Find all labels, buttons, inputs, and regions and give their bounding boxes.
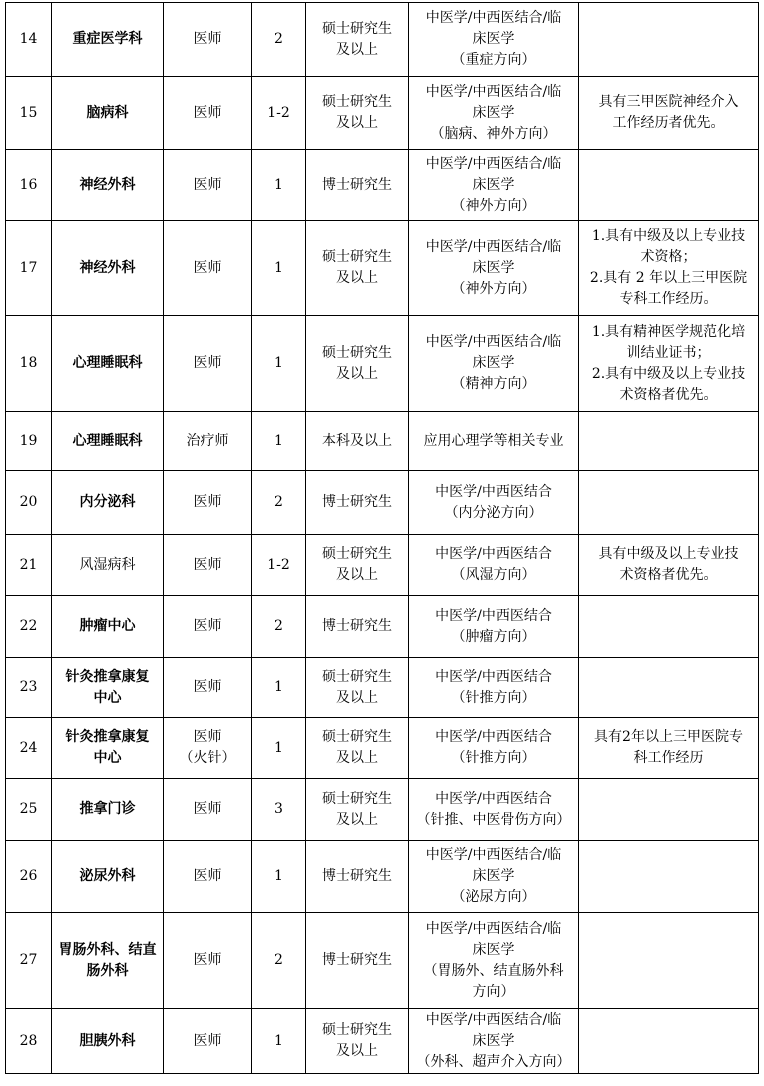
department-cell-line: 神经外科 [79,176,136,193]
position-cell [164,841,252,913]
row-number: 17 [6,221,52,316]
major-cell-line: 床医学 [472,868,515,884]
major-cell-line: （针推、中医骨伤方向） [416,811,571,828]
degree-cell-line: 本科及以上 [322,432,392,449]
table-row [6,718,759,779]
position-cell-line: 治疗师 [186,432,229,449]
requirements-cell-line: 1.具有精神医学规范化培 [591,323,746,340]
table-row [6,412,759,471]
major-cell [409,3,579,77]
requirements-cell [579,316,759,412]
major-cell-line: （重症方向） [451,52,536,68]
major-cell-line: 中医学/中西医结合/临 [425,334,562,350]
department-cell-line: 中心 [93,689,122,706]
major-cell-line: （肿瘤方向） [451,628,536,645]
department-cell-line: 泌尿外科 [79,868,136,884]
table-row [6,77,759,150]
position-cell [164,471,252,535]
position-cell-line: 医师 [193,618,222,634]
degree-cell [306,3,409,77]
department-cell-line: 肿瘤中心 [79,618,136,634]
headcount-cell: 1-2 [252,535,306,596]
position-cell-line: 医师 [193,259,222,276]
degree-cell [306,779,409,841]
position-cell [164,221,252,316]
degree-cell-line: 硕士研究生 [322,729,392,745]
degree-cell [306,913,409,1009]
position-cell [164,150,252,221]
headcount-cell: 2 [252,3,306,77]
department-cell [52,3,164,77]
major-cell-line: 中医学/中西医结合 [435,546,552,562]
degree-cell-line: 硕士研究生 [322,249,392,265]
department-cell-line: 心理睡眠科 [72,432,143,449]
position-cell-line: 医师 [193,1032,222,1049]
degree-cell-line: 硕士研究生 [322,344,392,361]
department-cell-line: 胃肠外科、结直 [58,941,157,958]
major-cell [409,841,579,913]
major-cell-line: 中医学/中西医结合 [435,790,552,807]
row-number: 22 [6,596,52,658]
row-number: 27 [6,913,52,1009]
headcount-cell: 1 [252,150,306,221]
major-cell-line: 中医学/中西医结合 [435,729,552,745]
requirements-cell [579,150,759,221]
major-cell [409,1009,579,1074]
department-cell [52,221,164,316]
department-cell [52,77,164,150]
major-cell-line: （泌尿方向） [451,889,536,905]
requirements-cell-line: 训结业证书； [626,344,711,361]
requirements-cell [579,841,759,913]
table-row [6,841,759,913]
major-cell-line: 应用心理学等相关专业 [423,432,564,449]
table-row [6,535,759,596]
major-cell-line: （脑病、神外方向） [430,125,557,142]
position-cell [164,316,252,412]
headcount-cell: 1 [252,221,306,316]
major-cell-line: 床医学 [472,176,515,193]
department-cell-line: 中心 [93,750,122,766]
table-row [6,779,759,841]
position-cell-line: 医师 [193,556,222,573]
row-number: 25 [6,779,52,841]
requirements-cell-line: 术资格； [640,249,697,265]
requirements-cell-line: 具有2年以上三甲医院专 [594,729,743,745]
department-cell [52,913,164,1009]
major-cell [409,471,579,535]
major-cell-line: 床医学 [472,104,515,121]
row-number: 14 [6,3,52,77]
position-cell-line: 医师 [193,104,222,121]
position-cell [164,1009,252,1074]
requirements-cell-line: 专科工作经历。 [619,291,718,307]
table-row [6,1009,759,1074]
major-cell [409,596,579,658]
major-cell-line: （针推方向） [451,689,536,706]
major-cell-line: 中医学/中西医结合/临 [425,83,562,100]
degree-cell [306,1009,409,1074]
department-cell [52,1009,164,1074]
headcount-cell: 1 [252,718,306,779]
requirements-cell-line: 2.具有中级及以上专业技 [591,365,746,382]
degree-cell-line: 及以上 [336,270,378,286]
major-cell-line: 方向） [472,983,515,1000]
degree-cell-line: 及以上 [336,41,378,58]
degree-cell-line: 硕士研究生 [322,20,392,37]
degree-cell [306,412,409,471]
degree-cell-line: 及以上 [336,365,378,382]
requirements-cell [579,718,759,779]
degree-cell [306,718,409,779]
major-cell-line: （神外方向） [451,197,536,214]
degree-cell [306,535,409,596]
requirements-cell-line: 科工作经历 [633,750,704,766]
row-number: 21 [6,535,52,596]
requirements-cell [579,77,759,150]
major-cell-line: 床医学 [472,941,515,958]
degree-cell-line: 博士研究生 [322,618,392,634]
department-cell-line: 肠外科 [86,962,129,979]
degree-cell-line: 博士研究生 [322,952,392,968]
degree-cell-line: 硕士研究生 [322,94,392,110]
degree-cell [306,596,409,658]
table-row [6,596,759,658]
position-cell [164,913,252,1009]
requirements-cell [579,1009,759,1074]
degree-cell-line: 博士研究生 [322,868,392,884]
row-number: 23 [6,658,52,718]
major-cell-line: （精神方向） [451,376,536,392]
major-cell-line: （内分泌方向） [444,504,543,521]
requirements-cell [579,779,759,841]
department-cell [52,150,164,221]
major-cell-line: 中医学/中西医结合/临 [425,1011,562,1028]
department-cell [52,412,164,471]
row-number: 18 [6,316,52,412]
major-cell-line: 床医学 [472,31,515,47]
headcount-cell: 1 [252,1009,306,1074]
major-cell [409,535,579,596]
degree-cell [306,841,409,913]
headcount-cell: 2 [252,596,306,658]
headcount-cell: 1-2 [252,77,306,150]
row-number: 28 [6,1009,52,1074]
major-cell-line: （外科、超声介入方向） [416,1053,571,1070]
major-cell-line: 床医学 [472,355,515,371]
department-cell [52,471,164,535]
requirements-cell [579,535,759,596]
department-cell [52,718,164,779]
position-cell-line: 医师 [193,494,222,510]
table-row [6,658,759,718]
degree-cell [306,316,409,412]
recruitment-table-page [5,2,759,1074]
department-cell-line: 心理睡眠科 [72,355,143,371]
major-cell [409,779,579,841]
major-cell-line: 床医学 [472,1032,515,1049]
department-cell-line: 脑病科 [86,104,129,121]
requirements-cell-line: 工作经历者优先。 [612,115,725,131]
major-cell-line: 中医学/中西医结合 [435,483,552,500]
position-cell-line: 医师 [193,355,222,371]
requirements-cell [579,3,759,77]
headcount-cell: 1 [252,658,306,718]
row-number: 20 [6,471,52,535]
row-number: 16 [6,150,52,221]
position-cell-line: 医师 [193,868,222,884]
department-cell-line: 内分泌科 [79,494,136,510]
table-row [6,913,759,1009]
position-cell [164,77,252,150]
major-cell [409,658,579,718]
department-cell [52,841,164,913]
major-cell [409,913,579,1009]
major-cell-line: 中医学/中西医结合/临 [425,847,562,863]
department-cell [52,596,164,658]
degree-cell-line: 硕士研究生 [322,790,392,807]
position-cell-line: 医师 [193,679,222,695]
table-row [6,3,759,77]
degree-cell [306,471,409,535]
department-cell-line: 神经外科 [79,259,136,276]
headcount-cell: 1 [252,316,306,412]
degree-cell-line: 及以上 [336,750,378,766]
row-number: 15 [6,77,52,150]
department-cell [52,658,164,718]
table-body [6,3,759,1074]
degree-cell-line: 及以上 [336,1043,378,1059]
position-cell [164,535,252,596]
major-cell [409,77,579,150]
degree-cell-line: 博士研究生 [322,176,392,193]
table-row [6,316,759,412]
position-cell [164,779,252,841]
requirements-cell-line: 具有中级及以上专业技 [598,546,739,562]
degree-cell-line: 硕士研究生 [322,546,392,562]
position-cell-line: 医师 [193,952,222,968]
degree-cell [306,658,409,718]
major-cell-line: 中医学/中西医结合/临 [425,238,562,255]
department-cell [52,316,164,412]
degree-cell-line: 及以上 [336,689,378,706]
degree-cell [306,77,409,150]
degree-cell-line: 硕士研究生 [322,1022,392,1038]
degree-cell-line: 及以上 [336,811,378,828]
requirements-cell-line: 2.具有 2 年以上三甲医院 [589,270,748,286]
position-cell [164,3,252,77]
row-number: 19 [6,412,52,471]
table-row [6,471,759,535]
degree-cell-line: 及以上 [336,567,378,583]
position-cell-line: 医师 [193,176,222,193]
position-cell-line: 医师 [193,31,222,47]
position-cell-line: （火针） [179,750,236,766]
table-row [6,221,759,316]
headcount-cell: 3 [252,779,306,841]
major-cell [409,718,579,779]
requirements-cell-line: 具有三甲医院神经介入 [598,94,739,110]
major-cell-line: 中医学/中西医结合 [435,607,552,624]
position-cell [164,658,252,718]
table-row [6,150,759,221]
position-cell-line: 医师 [193,801,222,817]
requirements-cell [579,658,759,718]
headcount-cell: 2 [252,471,306,535]
position-cell-line: 医师 [193,729,222,745]
row-number: 24 [6,718,52,779]
major-cell-line: （风湿方向） [451,567,536,583]
department-cell-line: 风湿病科 [79,556,136,573]
major-cell-line: 中医学/中西医结合 [435,668,552,685]
position-cell [164,596,252,658]
headcount-cell: 2 [252,913,306,1009]
requirements-cell-line: 术资格者优先。 [619,567,718,583]
major-cell-line: （针推方向） [451,750,536,766]
major-cell [409,221,579,316]
position-cell [164,412,252,471]
major-cell-line: （胃肠外、结直肠外科 [423,962,564,979]
requirements-cell [579,913,759,1009]
headcount-cell: 1 [252,841,306,913]
position-cell [164,718,252,779]
major-cell-line: 中医学/中西医结合/临 [425,10,562,26]
degree-cell [306,221,409,316]
major-cell-line: 中医学/中西医结合/临 [425,920,562,937]
recruitment-table [5,2,759,1074]
requirements-cell [579,471,759,535]
department-cell [52,535,164,596]
requirements-cell [579,596,759,658]
row-number: 26 [6,841,52,913]
major-cell-line: 床医学 [472,259,515,276]
requirements-cell [579,412,759,471]
major-cell [409,412,579,471]
department-cell [52,779,164,841]
headcount-cell: 1 [252,412,306,471]
major-cell [409,316,579,412]
department-cell-line: 重症医学科 [72,31,143,47]
degree-cell [306,150,409,221]
department-cell-line: 胆胰外科 [79,1032,136,1049]
department-cell-line: 推拿门诊 [79,801,136,817]
department-cell-line: 针灸推拿康复 [65,668,150,685]
major-cell-line: （神外方向） [451,280,536,297]
degree-cell-line: 硕士研究生 [322,668,392,685]
major-cell [409,150,579,221]
requirements-cell-line: 术资格者优先。 [619,386,718,403]
degree-cell-line: 及以上 [336,115,378,131]
major-cell-line: 中医学/中西医结合/临 [425,155,562,172]
degree-cell-line: 博士研究生 [322,494,392,510]
department-cell-line: 针灸推拿康复 [65,729,150,745]
requirements-cell-line: 1.具有中级及以上专业技 [591,228,746,244]
requirements-cell [579,221,759,316]
